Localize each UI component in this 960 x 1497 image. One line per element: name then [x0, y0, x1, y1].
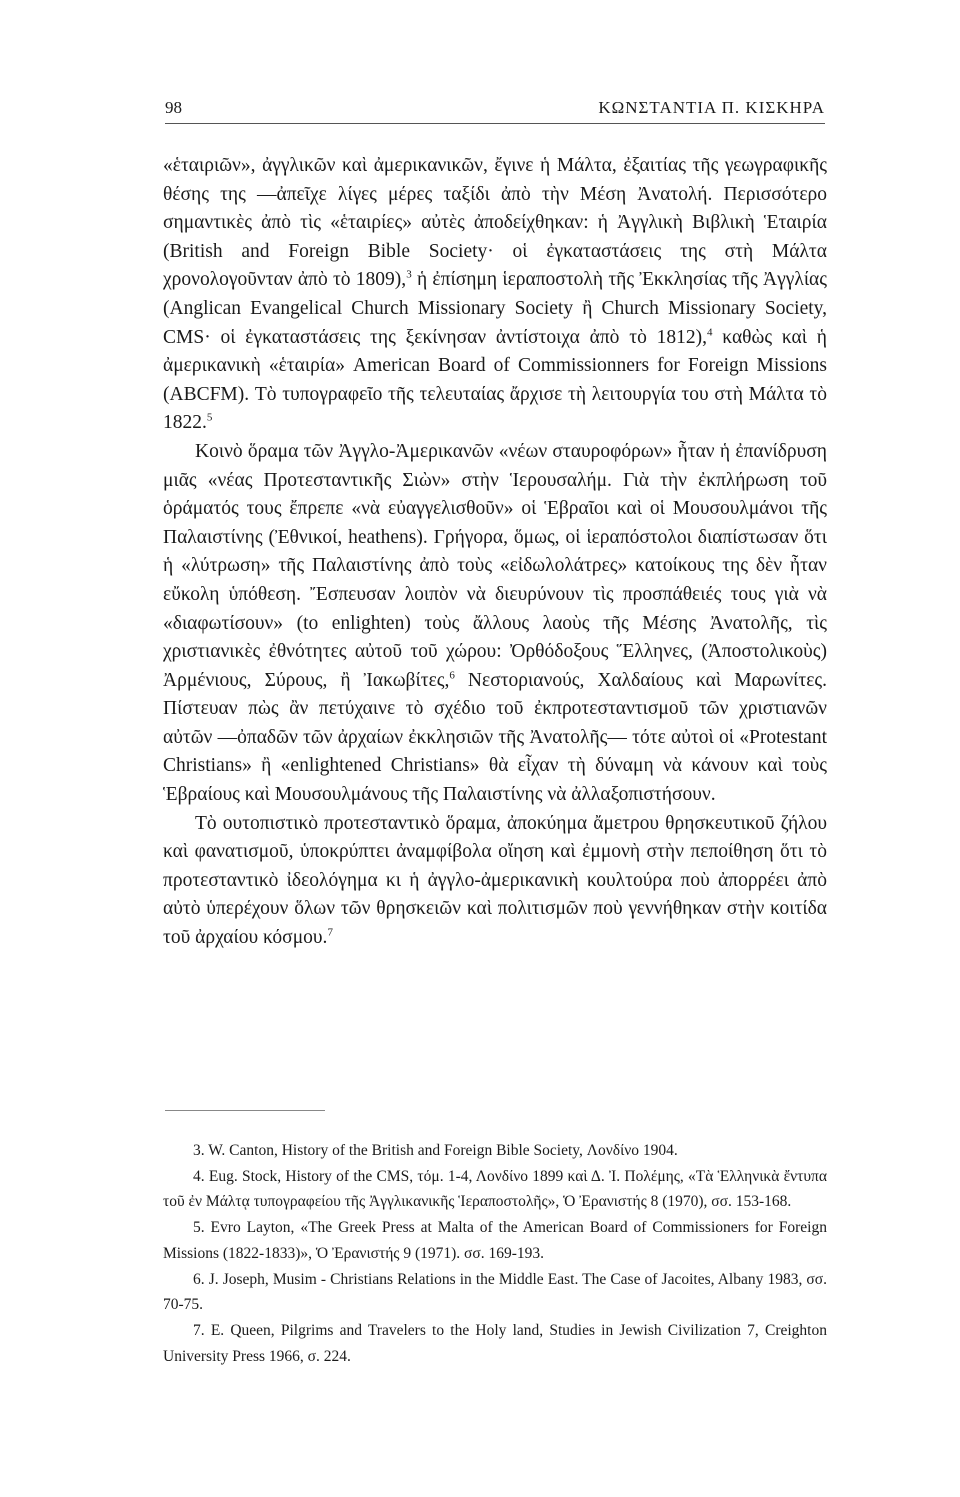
main-text	[163, 152, 827, 953]
text-run: καθὼς καὶ ἡ ἀμερικανικὴ «ἑταιρία» American Board of Commissionners for Foreign Missions (ABCFM). Τὸ τυπογραφεῖο τῆς τελευταίας ἄρχισε τὴ λειτουργία του στὴ Μάλτα τὸ 1822.	[163, 326, 827, 434]
footnote-5: 5. Evro Layton, «The Greek Press at Malta of the American Board of Commissioners for Foreign Missions (1822-1833)», Ὁ Ἐρανιστής 9 (1971). σσ. 169-193.	[163, 1219, 827, 1262]
text-run: Κοινὸ ὅραμα τῶν Ἀγγλο-Ἀμερικανῶν «νέων σταυροφόρων» ἦταν ἡ ἐπανίδρυση μιᾶς «νέας Προτεσταντικῆς Σιὼν» στὴν Ἱερουσαλήμ. Γιὰ τὴν ἐκπλήρωση τοῦ ὁράματός τους ἔπρεπε «νὰ εὐαγγελισθοῦν» οἱ Ἑβραῖοι καὶ οἱ Μουσουλμάνοι τῆς Παλαιστίνης (Ἐθνικοί, heathens). Γρήγορα, ὅμως, οἱ ἱεραπόστολοι διαπίστωσαν ὅτι ἡ «λύτρωση» τῆς Παλαιστίνης ἀπὸ τοὺς «εἰδωλολάτρες» κατοίκους της δὲν ἦταν εὔκολη ὑπόθεση. Ἔσπευσαν λοιπὸν νὰ διευρύνουν τὶς προσπάθειές τους γιὰ νὰ «διαφωτίσουν» (to enlighten) τοὺς ἄλλους λαοὺς τῆς Μέσης Ἀνατολῆς, τὶς χριστιανικὲς ἐθνότητες αὐτοῦ τοῦ χώρου: Ὀρθόδοξους Ἕλληνες, (Ἀποστολικοὺς) Ἀρμένιους, Σύρους, ἢ Ἰακωβίτες,	[163, 440, 827, 691]
page-number: 98	[165, 98, 182, 117]
footnote-ref-7[interactable]: 7	[327, 926, 333, 939]
footnotes	[163, 1138, 827, 1369]
text-run: ἡ ἐπίσημη ἱεραποστολὴ τῆς Ἐκκλησίας τῆς Ἀγγλίας (Anglican Evangelical Church Missionary Society ἢ Church Missionary Society, CMS· οἱ ἐγκαταστάσεις της ξεκίνησαν ἀντίστοιχα ἀπὸ τὸ 1812),	[163, 269, 827, 348]
paragraph-2	[163, 438, 827, 810]
text-run: Τὸ ουτοπιστικὸ προτεσταντικὸ ὅραμα, ἀποκύημα ἄμετρου θρησκευτικοῦ ζήλου καὶ φανατισμοῦ, ὑποκρύπτει ἀναμφίβολα οἴηση καὶ ἐμμονὴ στὴν πεποίθηση ὅτι τὸ προτεσταντικὸ ἰδεολόγημα κι ἡ ἀγγλο-ἀμερικανικὴ κουλτούρα ποὺ ἀπορρέει ἀπὸ αὐτὸ ὑπερέχουν ὅλων τῶν θρησκειῶν καὶ πολιτισμῶν ποὺ γεννήθηκαν στὴν κοιτίδα τοῦ ἀρχαίου κόσμου.	[163, 812, 827, 949]
footnote-4: 4. Eug. Stock, History of the CMS, τόμ. 1-4, Λονδίνο 1899 καὶ Δ. Ἰ. Πολέμης, «Τὰ Ἑλληνικὰ ἔντυπα τοῦ ἐν Μάλτᾳ τυπογραφείου τῆς Ἀγγλικανικῆς Ἱεραποστολῆς», Ὁ Ἐρανιστής 8 (1970), σσ. 153-168.	[163, 1167, 827, 1211]
footnote-ref-6[interactable]: 6	[449, 669, 455, 682]
footnote-ref-5[interactable]: 5	[206, 411, 213, 424]
footnote-7: 7. E. Queen, Pilgrims and Travelers to the Holy land, Studies in Jewish Civilization 7, Creighton University Press 1966, σ. 224.	[163, 1321, 827, 1365]
paragraph-3	[163, 810, 827, 953]
running-header	[165, 98, 825, 122]
running-header-author: ΚΩΝΣΤΑΝΤΙΑ Π. ΚΙΣΚΗΡΑ	[598, 98, 825, 117]
text-run: «ἑταιριῶν», ἀγγλικῶν καὶ ἀμερικανικῶν, ἔγινε ἡ Μάλτα, ἐξαιτίας τῆς γεωγραφικῆς θέσης της —ἀπεῖχε λίγες μέρες ταξίδι ἀπὸ τὴν Μέση Ἀνατολή. Περισσότερο σημαντικὲς ἀπὸ τὶς «ἑταιρίες» αὐτὲς ἀποδείχθηκαν: ἡ Ἀγγλικὴ Βιβλικὴ Ἑταιρία (British and Foreign Bible Society· οἱ ἐγκαταστάσεις της στὴ Μάλτα χρονολογοῦνταν ἀπὸ τὸ 1809),	[163, 155, 827, 291]
footnote-ref-3[interactable]: 3	[406, 268, 412, 281]
paragraph-1	[163, 152, 827, 438]
footnotes-rule	[165, 1110, 325, 1111]
text-run: Νεστοριανούς, Χαλδαίους καὶ Μαρωνίτες. Πίστευαν πὼς ἂν πετύχαινε τὸ σχέδιο τοῦ ἐκπροτεσταντισμοῦ τῶν χριστιανῶν αὐτῶν —ὀπαδῶν τῶν ἀρχαίων ἐκκλησιῶν τῆς Ἀνατολῆς— τότε αὐτοὶ οἱ «Protestant Christians» ἢ «enlightened Christians» θὰ εἶχαν τὴ δύναμη νὰ κάνουν καὶ τοὺς Ἑβραίους καὶ Μουσουλμάνους τῆς Παλαιστίνης νὰ ἀλλαξοπιστήσουν.	[163, 669, 827, 806]
footnote-6: 6. J. Joseph, Musim - Christians Relations in the Middle East. The Case of Jacoites, Albany 1983, σσ. 70-75.	[163, 1270, 827, 1314]
footnote-ref-4[interactable]: 4	[707, 326, 713, 339]
footnote-3: 3. W. Canton, History of the British and Foreign Bible Society, Λονδίνο 1904.	[193, 1142, 678, 1159]
header-rule	[165, 123, 825, 124]
